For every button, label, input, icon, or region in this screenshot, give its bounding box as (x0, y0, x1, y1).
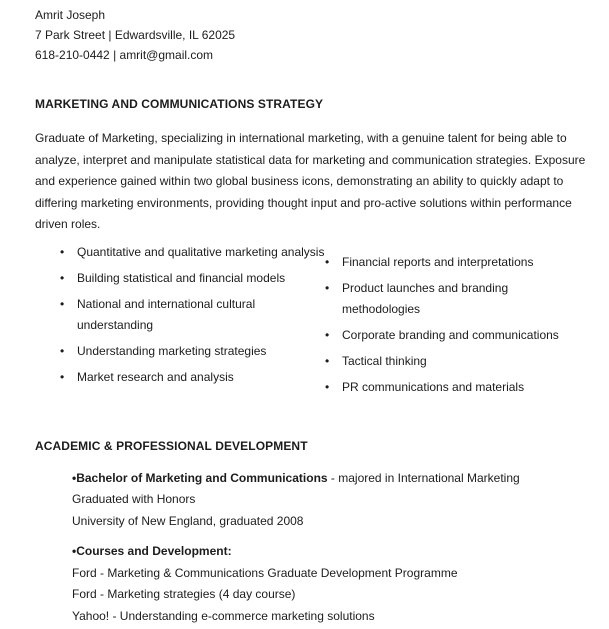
contact-name: Amrit Joseph (35, 8, 106, 22)
bullet-icon (325, 377, 342, 398)
skill-item (325, 325, 577, 346)
bullet-icon (325, 351, 342, 372)
degree-university-line: University of New England, graduated 2008 (72, 513, 304, 528)
skill-item-label: Understanding marketing strategies (77, 343, 267, 358)
contact-block (35, 5, 591, 65)
skill-item-label: Product launches and branding methodologies (342, 280, 509, 316)
courses-heading: • Courses and Development: (72, 544, 232, 558)
degree-honors-line: Graduated with Honors (72, 492, 196, 506)
skill-item-label: Market research and analysis (77, 369, 234, 384)
marketing-section-title: MARKETING AND COMMUNICATIONS STRATEGY (35, 97, 324, 111)
skill-item (325, 351, 577, 372)
bullet-icon (60, 341, 77, 362)
degree-title-line (72, 468, 591, 490)
contact-phone-email: 618-210-0442 | amrit@gmail.com (35, 48, 214, 62)
bullet-icon (60, 367, 77, 388)
skill-item-label: PR communications and materials (342, 379, 525, 394)
summary-paragraph: Graduate of Marketing, specializing in international marketing, with a genuine talent for being able to analyze, interpret and manipulate statistical data for marketing and communication strategies. Exposure and experience gained within two global business icons, demonstrating an ability to quickly adapt to differing marketing environments, providing thought input and pro-active solutions within performance driven roles. (35, 131, 586, 231)
skill-item-label: Building statistical and financial models (77, 270, 286, 285)
course-item: Ford - Marketing strategies (4 day course) (72, 587, 296, 601)
courses-heading-line (72, 541, 591, 563)
degree-entry (72, 468, 591, 533)
bullet-icon (60, 268, 77, 289)
skill-item (325, 278, 577, 320)
bullet-icon (325, 252, 342, 273)
skill-item-label: National and international cultural understanding (77, 296, 256, 332)
courses-entry (72, 541, 591, 627)
skills-column-left (60, 242, 325, 403)
bullet-icon (325, 325, 342, 346)
contact-address: 7 Park Street | Edwardsville, IL 62025 (35, 28, 236, 42)
course-item: Yahoo! - Understanding e-commerce marketing solutions (72, 608, 375, 623)
degree-detail: - majored in International Marketing (327, 470, 520, 485)
skill-item-label: Tactical thinking (342, 353, 427, 368)
skill-item-label: Financial reports and interpretations (342, 254, 534, 269)
skill-item-label: Corporate branding and communications (342, 327, 559, 342)
degree-name: • Bachelor of Marketing and Communications (72, 471, 328, 485)
skill-item (60, 268, 325, 289)
skill-item (60, 242, 325, 263)
skill-item-label: Quantitative and qualitative marketing analysis (77, 244, 325, 259)
bullet-icon (60, 294, 77, 336)
bullet-icon (325, 278, 342, 320)
academic-section-title: ACADEMIC & PROFESSIONAL DEVELOPMENT (35, 438, 308, 453)
course-item: Ford - Marketing & Communications Graduate Development Programme (72, 565, 458, 580)
bullet-icon (60, 242, 77, 263)
skills-column-right (325, 242, 577, 403)
skills-list (35, 242, 591, 403)
skill-item (325, 377, 577, 398)
skill-item (325, 252, 577, 273)
skill-item (60, 341, 325, 362)
skill-item (60, 294, 325, 336)
skill-item (60, 367, 325, 388)
